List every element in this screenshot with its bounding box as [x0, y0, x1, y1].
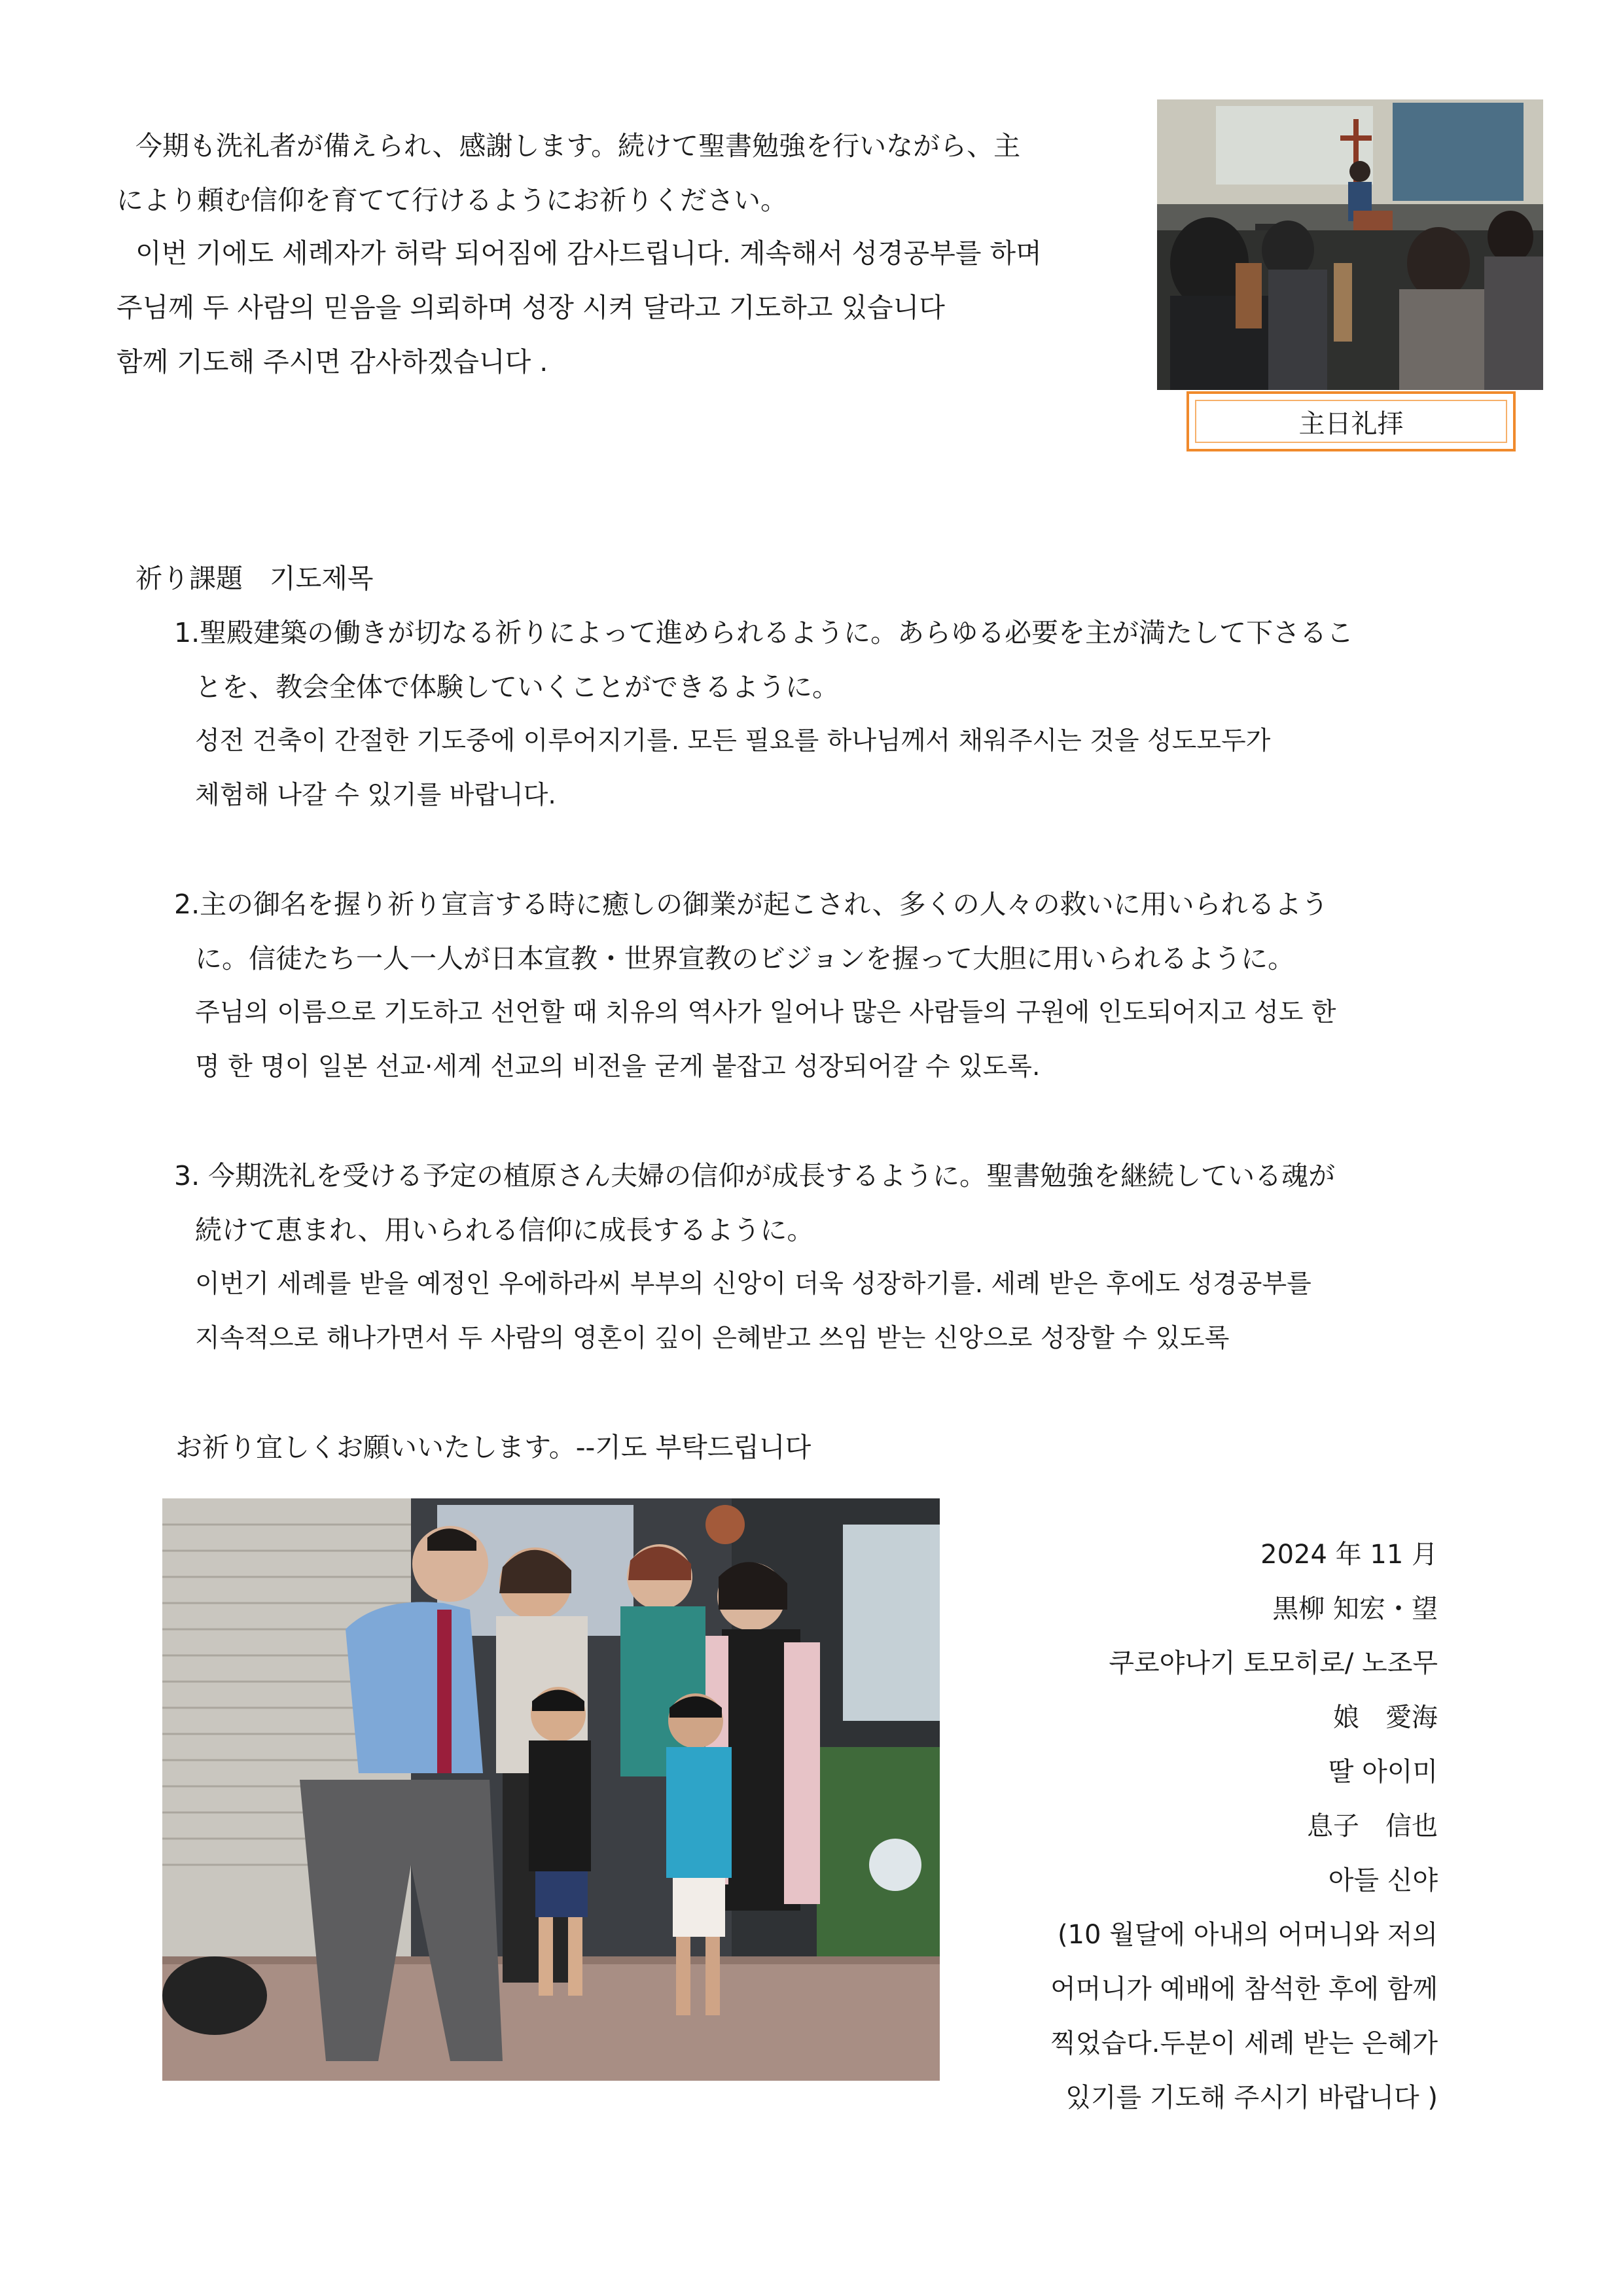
intro-line: 함께 기도해 주시면 감사하겠습니다 .: [116, 346, 548, 378]
intro-line: 今期も洗礼者が備えられ、感謝します。続けて聖書勉強を行いながら、主: [135, 130, 1021, 162]
prayer-line: 続けて恵まれ、用いられる信仰に成長するように。: [195, 1214, 814, 1246]
prayer-closing: お祈り宜しくお願いいたします。--기도 부탁드립니다: [175, 1432, 812, 1463]
prayer-line: とを、教会全体で体験していくことができるように。: [195, 671, 839, 703]
prayer-line: 3. 今期洗礼を受ける予定の植原さん夫婦の信仰が成長するように。聖書勉強を継続している魂が: [174, 1160, 1336, 1192]
intro-line: により頼む信仰を育てて行けるようにお祈りください。: [116, 185, 787, 216]
prayer-line: 지속적으로 해나가면서 두 사람의 영혼이 깊이 은혜받고 쓰임 받는 신앙으로 성장할 수 있도록: [195, 1324, 1230, 1353]
prayer-line: 이번기 세례를 받을 예정인 우에하라씨 부부의 신앙이 더욱 성장하기를. 세례 받은 후에도 성경공부를: [195, 1269, 1311, 1299]
prayer-line: 주님의 이름으로 기도하고 선언할 때 치유의 역사가 일어나 많은 사람들의 구원에 인도되어지고 성도 한: [195, 998, 1336, 1027]
photo-note-line: (10 월달에 아내의 어머니와 저의: [1057, 1920, 1438, 1950]
signature-date: 2024 年 11 月: [1260, 1540, 1438, 1570]
prayer-line: 2.主の御名を握り祈り宣言する時に癒しの御業が起こされ、多くの人々の救いに用いられるよう: [174, 889, 1329, 920]
intro-line: 주님께 두 사람의 믿음을 의뢰하며 성장 시켜 달라고 기도하고 있습니다: [116, 292, 945, 323]
family-photo: [162, 1498, 940, 2081]
prayer-line: 체험해 나갈 수 있기를 바랍니다.: [195, 781, 556, 810]
prayer-line: 명 한 명이 일본 선교·세계 선교의 비전을 굳게 붙잡고 성장되어갈 수 있도록.: [195, 1052, 1041, 1082]
intro-line: 이번 기에도 세례자가 허락 되어짐에 감사드립니다. 계속해서 성경공부를 하며: [135, 238, 1042, 269]
signature-son-ko: 아들 신야: [1328, 1865, 1438, 1896]
prayer-heading: 祈り課題 기도제목: [135, 563, 374, 594]
signature-names-ko: 쿠로야나기 토모히로/ 노조무: [1109, 1648, 1438, 1678]
caption-text: 主日礼拝: [1298, 408, 1404, 439]
prayer-line: に。信徒たち一人一人が日本宣教・世界宣教のビジョンを握って大胆に用いられるように。: [195, 943, 1295, 974]
prayer-line: 1.聖殿建築の働きが切なる祈りによって進められるように。あらゆる必要を主が満たして下さるこ: [174, 617, 1354, 648]
signature-daughter-ja: 娘 愛海: [1333, 1703, 1438, 1733]
signature-son-ja: 息子 信也: [1307, 1811, 1438, 1841]
signature-daughter-ko: 딸 아이미: [1328, 1757, 1438, 1787]
signature-names-ja: 黒柳 知宏・望: [1272, 1594, 1438, 1624]
photo-note-line: 어머니가 예배에 참석한 후에 함께: [1050, 1974, 1438, 2004]
sunday-worship-photo: [1157, 99, 1543, 390]
photo-note-line: 있기를 기도해 주시기 바랍니다 ): [1065, 2083, 1438, 2113]
photo-note-line: 찍었습다.두분이 세례 받는 은혜가: [1050, 2028, 1438, 2058]
prayer-line: 성전 건축이 간절한 기도중에 이루어지기를. 모든 필요를 하나님께서 채워주시는 것을 성도모두가: [195, 726, 1271, 756]
sunday-photo-caption: [1186, 391, 1516, 451]
